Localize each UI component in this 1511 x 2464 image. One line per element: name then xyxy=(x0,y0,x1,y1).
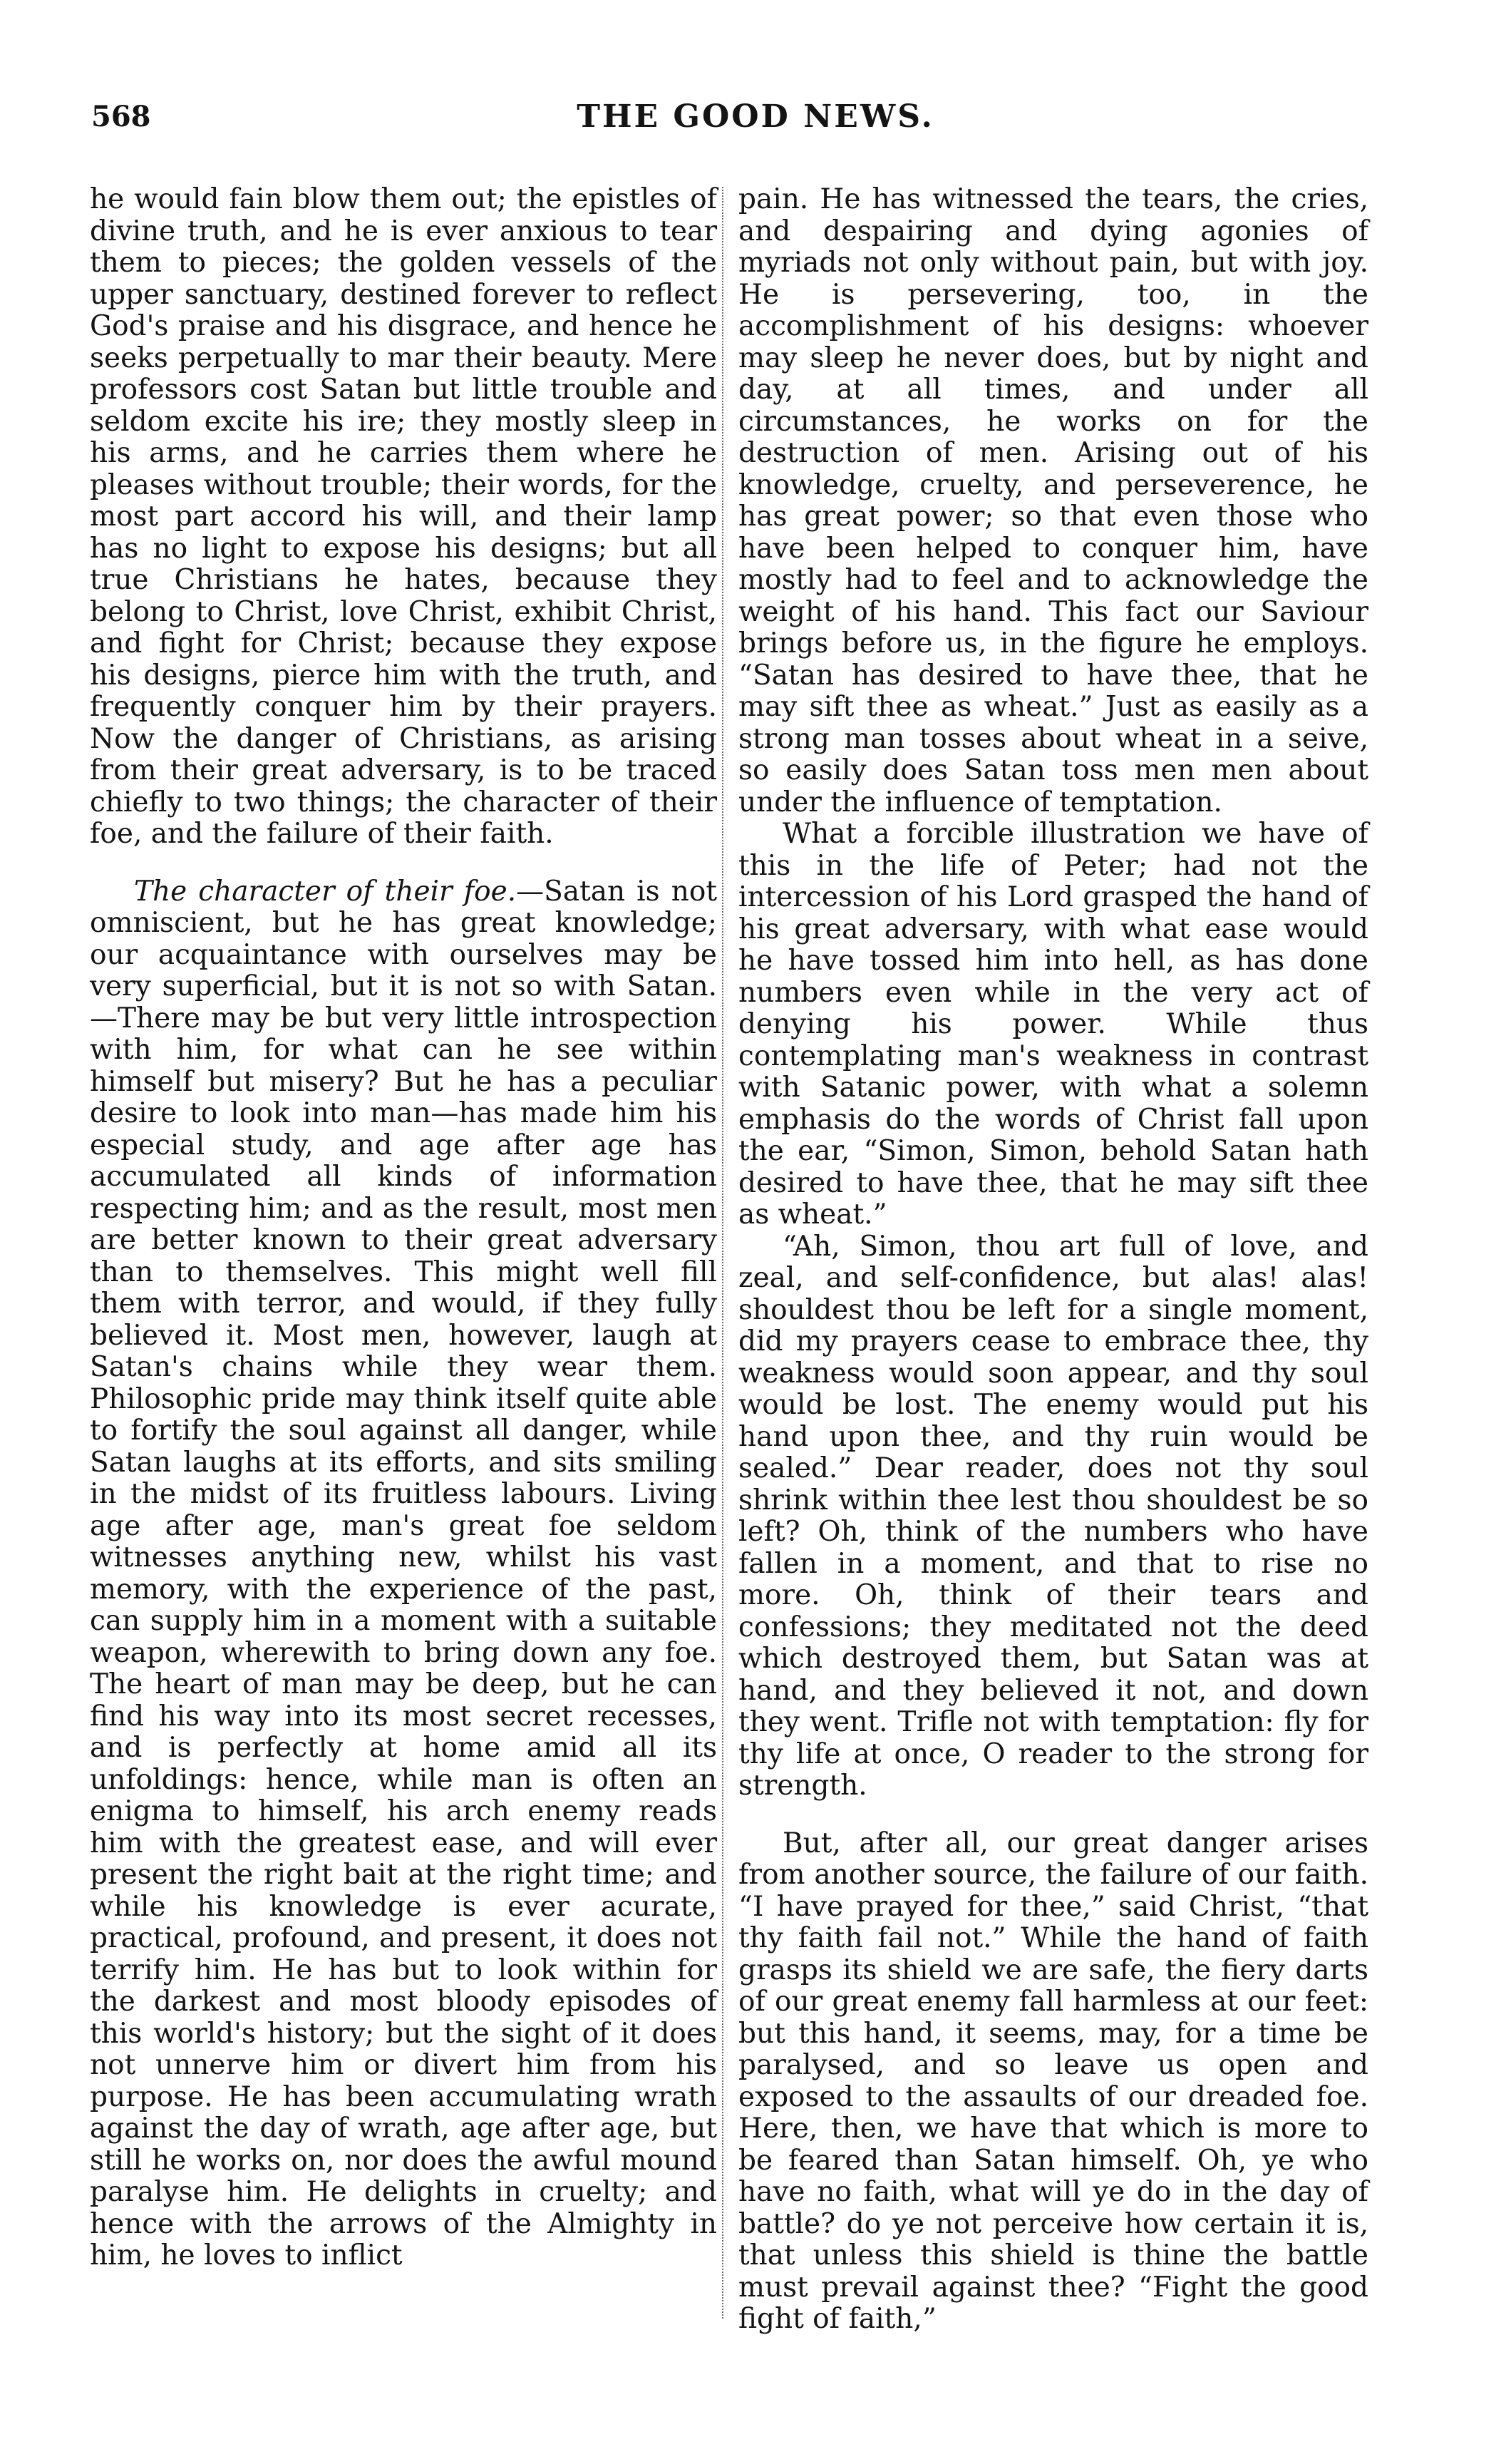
paragraph xyxy=(90,876,717,2272)
right-column xyxy=(738,184,1368,2336)
paragraph: “Ah, Simon, thou art full of love, and zeal, and self-confidence, but alas! alas! shouldest thou be left for a single moment, did my prayers cease to embrace thee, thy weakness would soon appear, and thy soul would be lost. The enemy would put his hand upon thee, and thy ruin would be sealed.” Dear reader, does not thy soul shrink within thee lest thou shouldest be so left? Oh, think of the numbers who have fallen in a moment, and that to rise no more. Oh, think of their tears and confessions; they meditated not the deed which destroyed them, but Satan was at hand, and they believed it not, and down they went. Trifle not with temptation: fly for thy life at once, O reader to the strong for strength. xyxy=(738,1230,1368,1802)
column-divider xyxy=(722,187,725,2319)
page-title: THE GOOD NEWS. xyxy=(577,98,934,135)
page-number: 568 xyxy=(91,100,151,133)
section-heading: The character of their foe. xyxy=(134,875,517,908)
paragraph-text: —Satan is not omniscient, but he has great knowledge; our acquaintance with ourselves may be very superficial, but it is not so with Satan.—There may be but very little introspection with him, for what can he see within himself but misery? But he has a peculiar desire to look into man—has made him his especial study, and age after age has accumulated all kinds of information respecting him; and as the result, most men are better known to their great adversary than to themselves. This might well fill them with terror, and would, if they fully believed it. Most men, however, laugh at Satan's chains while they wear them. Philosophic pride may think itself quite able to fortify the soul against all danger, while Satan laughs at its efforts, and sits smiling in the midst of its fruitless labours. Living age after age, man's great foe seldom witnesses anything new, whilst his vast memory, with the experience of the past, can supply him in a moment with a suitable weapon, wherewith to bring down any foe. The heart of man may be deep, but he can find his way into its most secret recesses, and is perfectly at home amid all its unfoldings: hence, while man is often an enigma to himself, his arch enemy reads him with the greatest ease, and will ever present the right bait at the right time; and while his knowledge is ever acurate, practical, profound, and present, it does not terrify him. He has but to look within for the darkest and most bloody episodes of this world's history; but the sight of it does not unnerve him or divert him from his purpose. He has been accumulating wrath against the day of wrath, age after age, but still he works on, nor does the awful mound paralyse him. He delights in cruelty; and hence with the arrows of the Almighty in him, he loves to inflict xyxy=(90,875,718,2272)
paragraph: But, after all, our great danger arises from another source, the failure of our faith. “I have prayed for thee,” said Christ, “that thy faith fail not.” While the hand of faith grasps its shield we are safe, the fiery darts of our great enemy fall harmless at our feet: but this hand, it seems, may, for a time be paralysed, and so leave us open and exposed to the assaults of our dreaded foe. Here, then, we have that which is more to be feared than Satan himself. Oh, ye who have no faith, what will ye do in the day of battle? do ye not perceive how certain it is, that unless this shield is thine the battle must prevail against thee? “Fight the good fight of faith,” xyxy=(738,1827,1368,2335)
paragraph: he would fain blow them out; the epistles of divine truth, and he is ever anxious to tear them to pieces; the golden vessels of the upper sanctuary, destined forever to reflect God's praise and his disgrace, and hence he seeks perpetually to mar their beauty. Mere professors cost Satan but little trouble and seldom excite his ire; they mostly sleep in his arms, and he carries them where he pleases without trouble; their words, for the most part accord his will, and their lamp has no light to expose his designs; but all true Christians he hates, because they belong to Christ, love Christ, exhibit Christ, and fight for Christ; because they expose his designs, pierce him with the truth, and frequently conquer him by their prayers. Now the danger of Christians, as arising from their great adversary, is to be traced chiefly to two things; the character of their foe, and the failure of their faith. xyxy=(90,183,717,850)
left-column xyxy=(90,184,717,2272)
paragraph: pain. He has witnessed the tears, the cries, and despairing and dying agonies of myriads not only without pain, but with joy. He is persevering, too, in the accomplishment of his designs: whoever may sleep he never does, but by night and day, at all times, and under all circumstances, he works on for the destruction of men. Arising out of his knowledge, cruelty, and perseverence, he has great power; so that even those who have been helped to conquer him, have mostly had to feel and to acknowledge the weight of his hand. This fact our Saviour brings before us, in the figure he employs. “Satan has desired to have thee, that he may sift thee as wheat.” Just as easily as a strong man tosses about wheat in a seive, so easily does Satan toss men men about under the influence of temptation. xyxy=(738,183,1368,818)
paragraph: What a forcible illustration we have of this in the life of Peter; had not the intercession of his Lord grasped the hand of his great adversary, with what ease would he have tossed him into hell, as has done numbers even while in the very act of denying his power. While thus contemplating man's weakness in contrast with Satanic power, with what a solemn emphasis do the words of Christ fall upon the ear, “Simon, Simon, behold Satan hath desired to have thee, that he may sift thee as wheat.” xyxy=(738,818,1368,1231)
